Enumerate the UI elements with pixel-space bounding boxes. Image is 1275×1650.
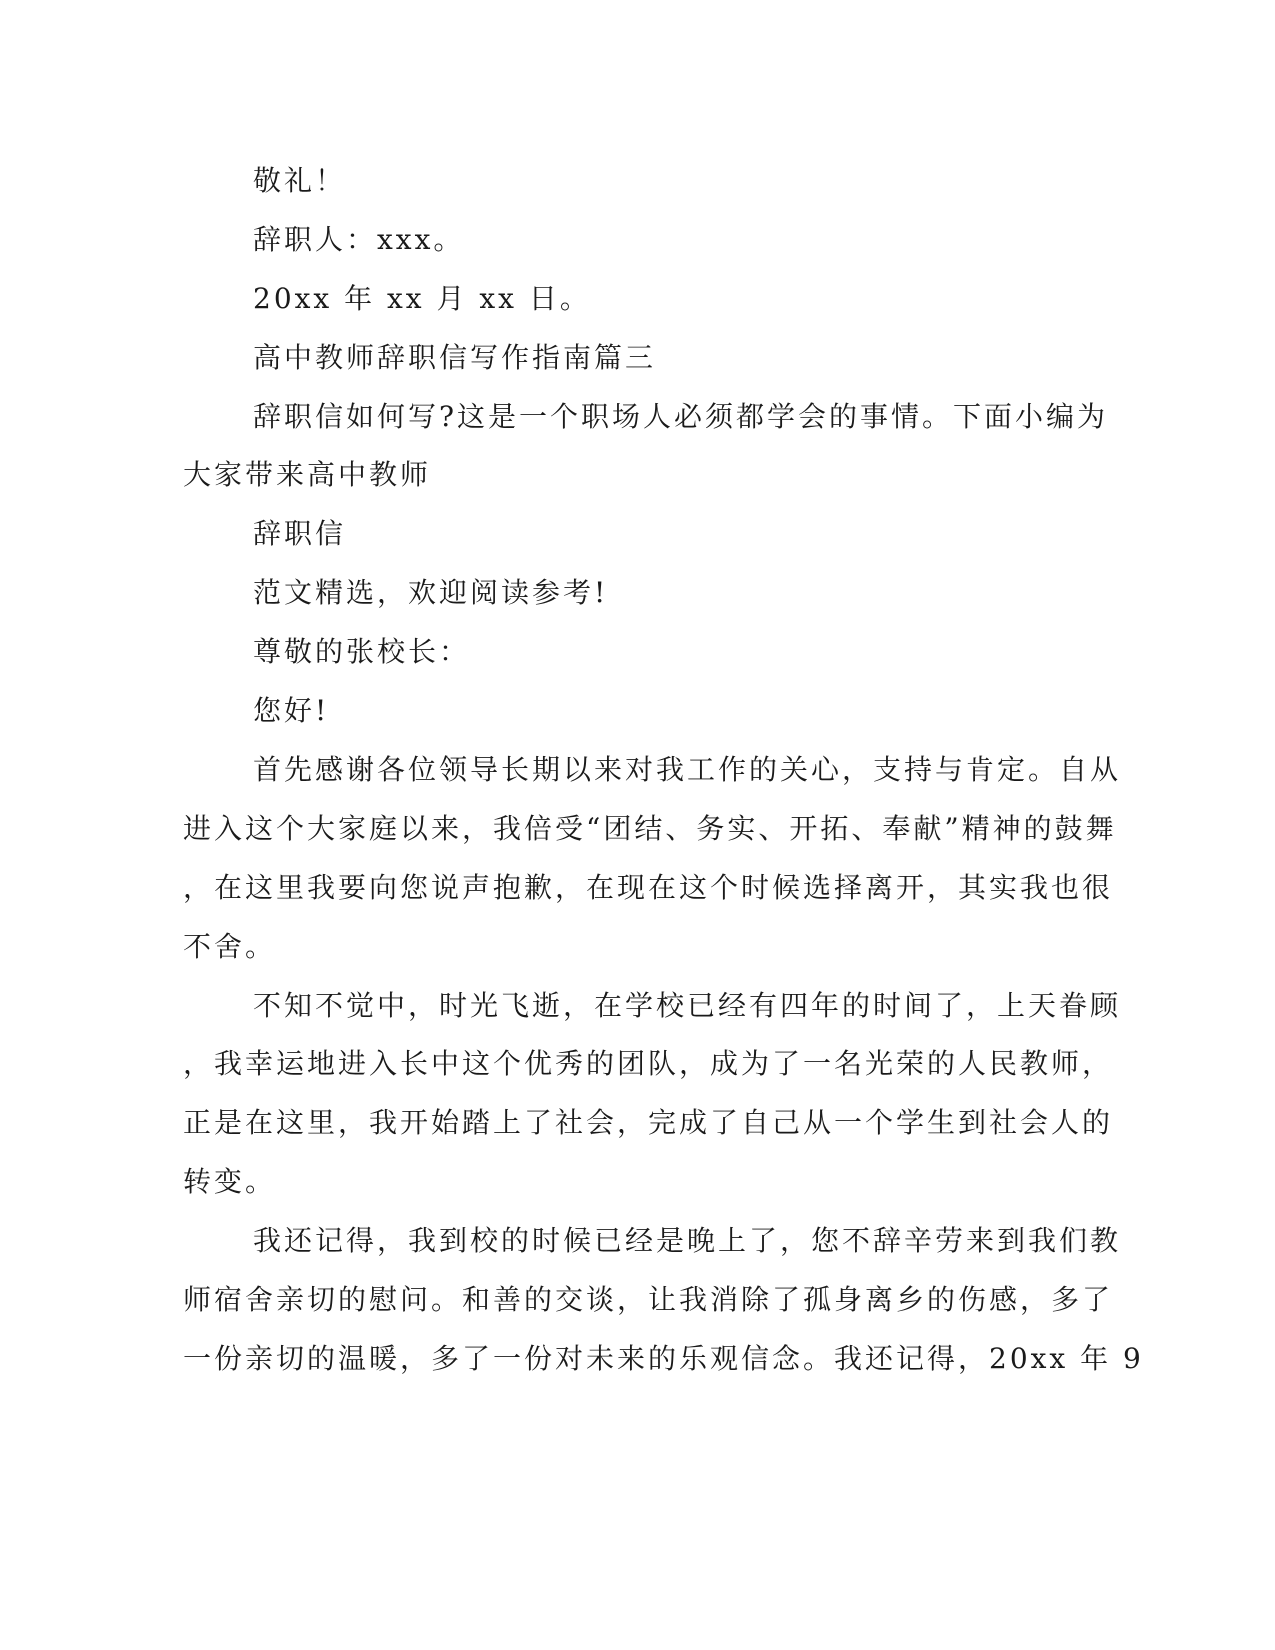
date-line: 20xx 年 xx 月 xx 日。 (253, 282, 591, 315)
closing-salutation: 敬礼！ (253, 164, 347, 197)
paragraph-line: 不知不觉中，时光飞逝，在学校已经有四年的时间了，上天眷顾 (253, 989, 1122, 1022)
paragraph-line: 进入这个大家庭以来，我倍受“团结、务实、开拓、奉献”精神的鼓舞 (183, 812, 1117, 845)
paragraph-line: ，在这里我要向您说声抱歉，在现在这个时候选择离开，其实我也很 (183, 871, 1114, 904)
greeting: 您好! (253, 694, 330, 727)
paragraph-line: 师宿舍亲切的慰问。和善的交谈，让我消除了孤身离乡的伤感，多了 (183, 1283, 1114, 1316)
paragraph-line: 大家带来高中教师 (183, 458, 432, 491)
signature-line: 辞职人：xxx。 (253, 223, 465, 256)
paragraph-line: 辞职信 (253, 517, 347, 550)
letter-salutation: 尊敬的张校长： (253, 635, 471, 668)
paragraph-line: 我还记得，我到校的时候已经是晚上了，您不辞辛劳来到我们教 (253, 1224, 1122, 1257)
section-heading: 高中教师辞职信写作指南篇三 (253, 341, 657, 374)
paragraph-line: 一份亲切的温暖，多了一份对未来的乐观信念。我还记得，20xx 年 9 (183, 1342, 1144, 1375)
paragraph-line: 首先感谢各位领导长期以来对我工作的关心，支持与肯定。自从 (253, 753, 1122, 786)
paragraph-line: 不舍。 (183, 930, 277, 963)
paragraph-line: 正是在这里，我开始踏上了社会，完成了自己从一个学生到社会人的 (183, 1106, 1114, 1139)
paragraph-line: ，我幸运地进入长中这个优秀的团队，成为了一名光荣的人民教师， (183, 1047, 1114, 1080)
paragraph-line: 转变。 (183, 1165, 277, 1198)
paragraph-line: 范文精选，欢迎阅读参考! (253, 576, 609, 609)
paragraph-line: 辞职信如何写?这是一个职场人必须都学会的事情。下面小编为 (253, 400, 1109, 433)
